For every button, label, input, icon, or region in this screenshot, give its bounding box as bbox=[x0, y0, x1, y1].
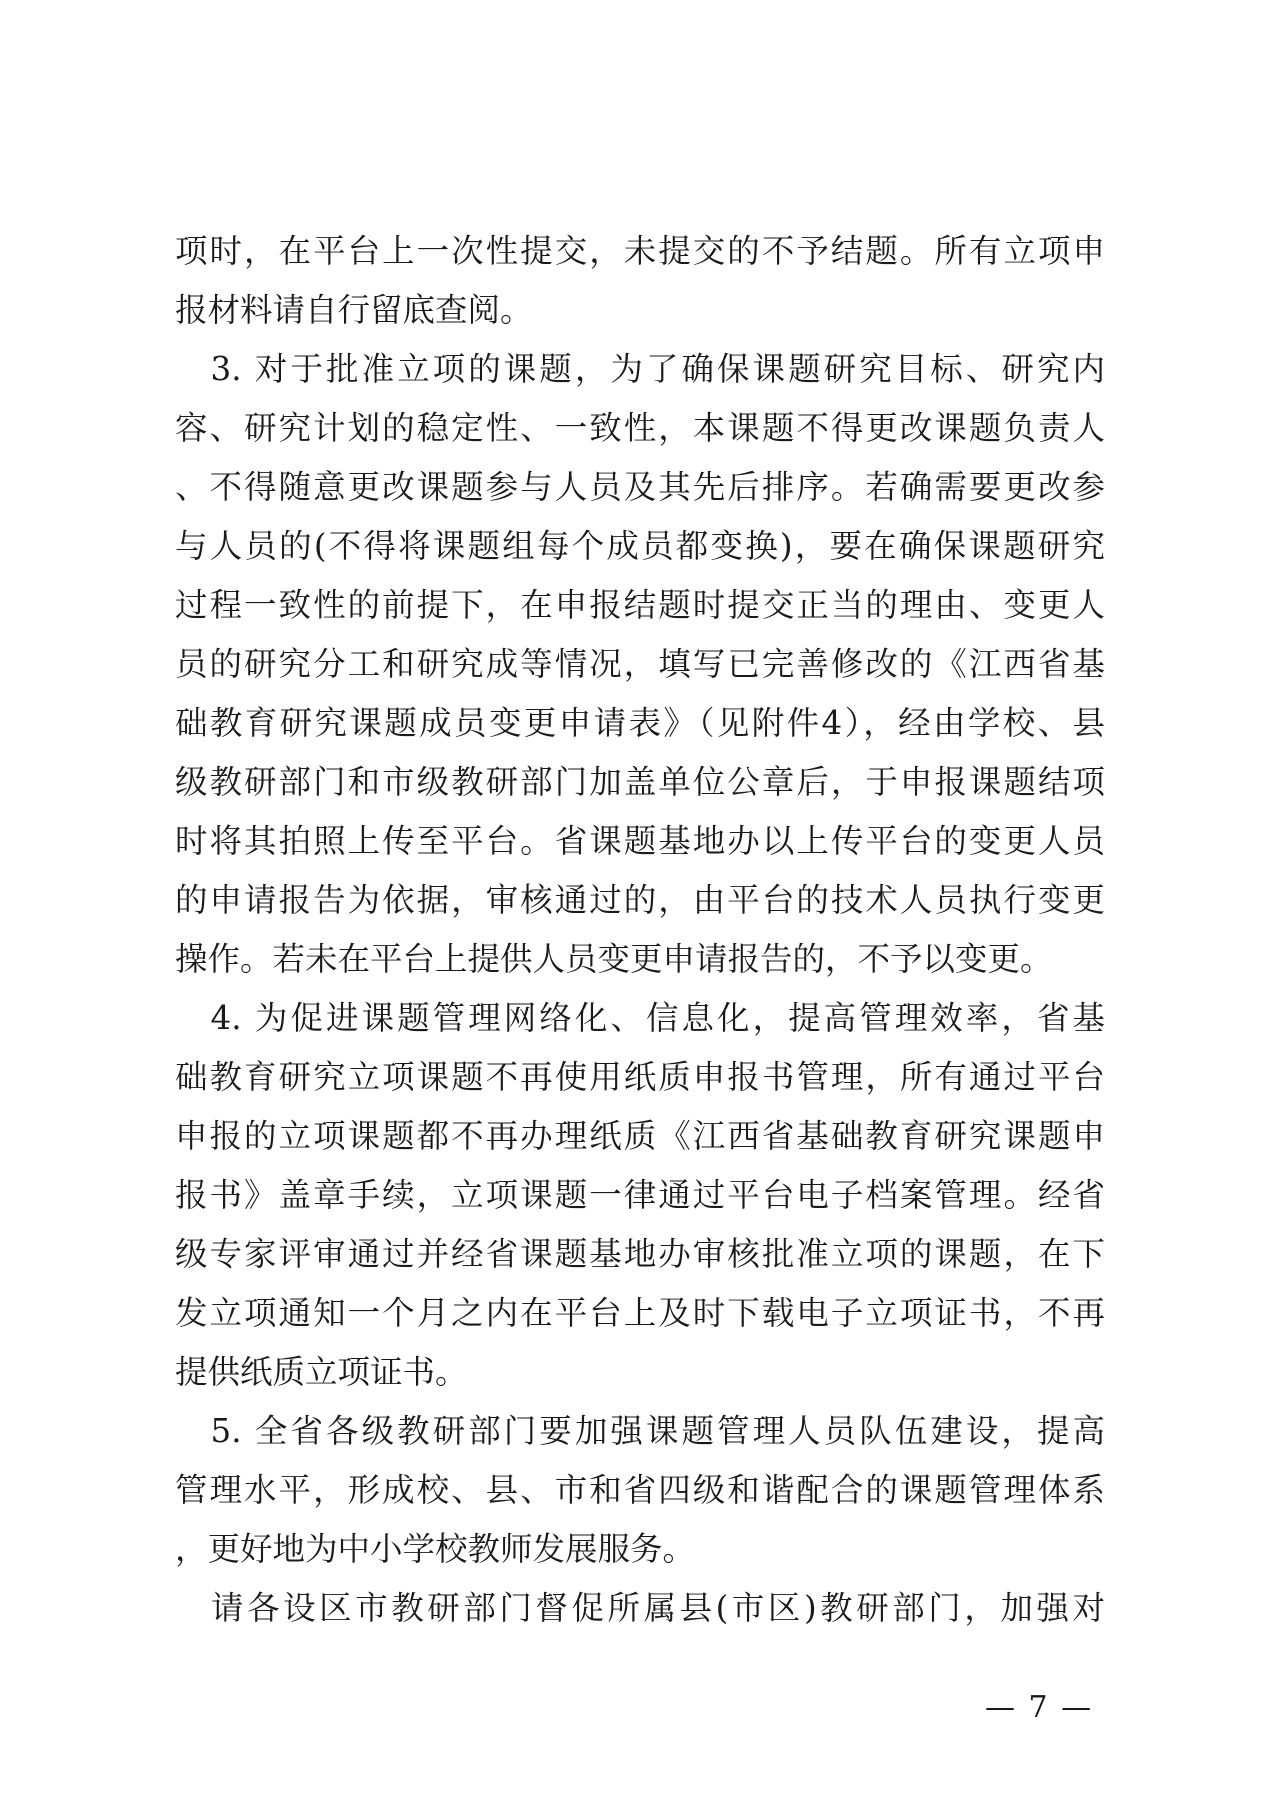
text-line: 5. 全省各级教研部门要加强课题管理人员队伍建设，提高 bbox=[175, 1412, 1105, 1450]
text-line: 项时，在平台上一次性提交，未提交的不予结题。所有立项申 bbox=[175, 232, 1105, 270]
text-line: 、不得随意更改课题参与人员及其先后排序。若确需要更改参 bbox=[175, 468, 1105, 506]
text-line: 过程一致性的前提下，在申报结题时提交正当的理由、变更人 bbox=[175, 586, 1105, 624]
text-line: 4. 为促进课题管理网络化、信息化，提高管理效率，省基 bbox=[175, 999, 1105, 1037]
text-line: 报材料请自行留底查阅。 bbox=[175, 291, 533, 329]
text-line: 报书》盖章手续，立项课题一律通过平台电子档案管理。经省 bbox=[175, 1176, 1105, 1214]
paragraph-continued bbox=[175, 222, 1105, 340]
text-line: 提供纸质立项证书。 bbox=[175, 1353, 468, 1391]
text-line: 操作。若未在平台上提供人员变更申请报告的，不予以变更。 bbox=[175, 940, 1053, 978]
text-line: ，更好地为中小学校教师发展服务。 bbox=[175, 1530, 696, 1568]
text-line: 管理水平，形成校、县、市和省四级和谐配合的课题管理体系 bbox=[175, 1471, 1105, 1509]
document-body bbox=[175, 222, 1105, 1638]
text-line: 与人员的(不得将课题组每个成员都变换)，要在确保课题研究 bbox=[175, 527, 1105, 565]
paragraph-item-5 bbox=[175, 1402, 1105, 1579]
text-line: 员的研究分工和研究成等情况，填写已完善修改的《江西省基 bbox=[175, 645, 1105, 683]
paragraph-closing bbox=[175, 1579, 1105, 1638]
text-line: 础教育研究课题成员变更申请表》（见附件4），经由学校、县 bbox=[175, 704, 1105, 742]
text-line: 请各设区市教研部门督促所属县(市区)教研部门，加强对 bbox=[175, 1589, 1105, 1627]
text-line: 级教研部门和市级教研部门加盖单位公章后，于申报课题结项 bbox=[175, 763, 1105, 801]
text-line: 的申请报告为依据，审核通过的，由平台的技术人员执行变更 bbox=[175, 881, 1105, 919]
text-line: 级专家评审通过并经省课题基地办审核批准立项的课题，在下 bbox=[175, 1235, 1105, 1273]
paragraph-item-3 bbox=[175, 340, 1105, 989]
text-line: 容、研究计划的稳定性、一致性，本课题不得更改课题负责人 bbox=[175, 409, 1105, 447]
text-line: 申报的立项课题都不再办理纸质《江西省基础教育研究课题申 bbox=[175, 1117, 1105, 1155]
paragraph-item-4 bbox=[175, 989, 1105, 1402]
text-line: 础教育研究立项课题不再使用纸质申报书管理，所有通过平台 bbox=[175, 1058, 1105, 1096]
text-line: 发立项通知一个月之内在平台上及时下载电子立项证书，不再 bbox=[175, 1294, 1105, 1332]
text-line: 时将其拍照上传至平台。省课题基地办以上传平台的变更人员 bbox=[175, 822, 1105, 860]
page-number: — 7 — bbox=[985, 1690, 1094, 1725]
text-line: 3. 对于批准立项的课题，为了确保课题研究目标、研究内 bbox=[175, 350, 1105, 388]
